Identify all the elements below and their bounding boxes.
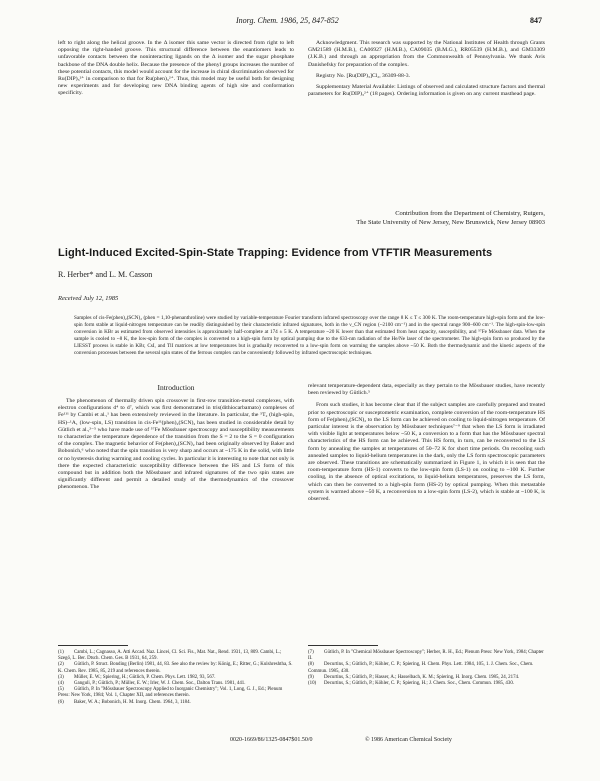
intro-left-column [58,383,294,492]
intro-paragraph-2: From such studies, it has become clear that if the subject samples are carefully prepared and treated prior to spectroscopic or susceptometric examination, complete conversion of the room-temperature HS form of Fe(phen)₂(SCN)₂ to the LS form can be achieved on cooling to liquid-nitrogen temperature. Of particular interest is the observation by Mössbauer techniques⁷⁻⁹ that when the LS form is irradiated with visible light at temperatures below ~50 K, a conversion to a form that has the Mössbauer spectral characteristics of the HS form can be achieved. This HS form, in turn, can be reconverted to the LS form by annealing the samples at temperatures of 50–72 K for short time periods. On recooling such annealed samples to liquid-helium temperatures in the dark, only the LS form spectroscopic parameters are observed. These transitions are schematically summarized in Figure 1, in which it is seen that the room-temperature form (HS-1) converts to the low-spin form (LS-1) on cooling to ~100 K. Further cooling, in the absence of optical excitations, to liquid-helium temperatures, preserves the LS form, which can then be converted to a high-spin form (HS-2) by optical pumping. When this metastable system is warmed above ~50 K, a reconversion to a low-spin form (LS-2), which is stable at ~100 K, is observed. [308,402,545,503]
intro-paragraph-continued: relevant temperature-dependent data, especially as they pertain to the Mössbauer studies, have recently been reviewed by Gütlich.⁵ [308,383,545,397]
article-authors: R. Herber* and L. M. Casson [58,270,153,279]
footnotes-right [308,650,545,687]
contribution-note [356,210,545,227]
footnote: (3) Müller, E. W.; Spiering, H.; Gütlich, P. Chem. Phys. Lett. 1982, 93, 567. [58,674,216,680]
footnote-rule-right [308,645,378,646]
footnote: (8) Decurtins, S.; Gütlich, P.; Köhler, C. P.; Spiering, H. Chem. Phys. Lett. 1984, 105, 1. J. Chem. Soc., Chem. Commun. 1985, 430. [308,662,534,674]
article-code: 0020-1669/86/1325-0847$01.50/0 [230,737,313,743]
intro-paragraph-1: The phenomenon of thermally driven spin crossover in first-row transition-metal complexes, with electron configurations d⁴ to d⁷, which was first demonstrated in tris(dithiocarbamato) complexes of Fe¹¹¹ by Cambi et al.,¹ has been extensively reviewed in the literature. In particular, the ⁵T₂ (high-spin, HS)–¹A₁ (low-spin, LS) transition in cis-Fe¹¹(phen)₂(SCN)₂ has been studied in considerable detail by Gütlich et al.,²⁻⁵ who have made use of ⁵⁷Fe Mössbauer spectroscopy and susceptibility measurements to characterize the temperature dependence of the transition from the S = 2 to the S = 0 configuration of the complex. The magnetic behavior of Fe(phen)₂(SCN)₂ had been originally observed by Baker and Bobonich,⁶ who noted that the spin transition is very sharp and occurs at ~175 K in the solid, with little or no hysteresis during warming and cooling cycles. In particular it is interesting to note that not only is there the expected characteristic susceptibility difference between the HS and LS form of this compound but in addition both the Mössbauer and infrared signatures of the two spin states are significantly different and permit a detailed study of the thermodynamics of the crossover phenomenon. The [58,398,294,491]
footnote: (5) Gütlich, P. In "Mössbauer Spectroscopy Applied to Inorganic Chemistry"; Vol. 1, Long, G. J., Ed.; Plenum Press: New York, 1984; Vol. 1, Chapter XII, and references therein. [58,687,283,699]
copyright: © 1986 American Chemical Society [365,737,452,743]
contribution-line-2: The State University of New Jersey, New Brunswick, New Jersey 08903 [356,218,545,226]
received-date: Received July 12, 1985 [58,295,119,302]
footnote: (1) Cambi, L.; Cagnasso, A. Atti Accad. Naz. Lincei, Cl. Sci. Fis., Mat. Nat., Rend. 1931, 13, 809. Cambi, L.; Szegö, L. Ber. Dtsch. Chem. Ges. B 1931, 64, 259. [58,650,282,662]
previous-article-text: left to right along the helical groove. In the Δ isomer this same vector is directed from right to left opposing the right-handed groove. This structural difference between the enantiomers leads to unfavorable contacts between the noninteracting ligands on the Δ isomer and the sugar phosphate backbone of the DNA double helix. Because the presence of the phenyl groups increases the number of these potential contacts, this model would account for the increase in chiral discrimination observed for Ru(DIP)₃²⁺ in comparison to that for Ru(phen)₃²⁺. Thus, this model may be useful both for designing new experiments and for developing new DNA binding agents of high site and conformation specificity. [58,40,294,97]
footnote: (4) Ganguli, P.; Gütlich, P.; Müller, E. W.; Irler, W. J. Chem. Soc., Dalton Trans. 1981, 441. [58,681,246,687]
footnote: (7) Gütlich, P. In "Chemical Mössbauer Spectroscopy"; Herber, R. H., Ed.; Plenum Press: New York, 1984; Chapter II. [308,650,544,662]
footnotes-left [58,650,294,706]
article-title: Light-Induced Excited-Spin-State Trapping: Evidence from VTFTIR Measurements [58,247,493,259]
section-heading-introduction: Introduction [157,383,195,392]
journal-header: Inorg. Chem. 1986, 25, 847-852 [236,16,339,25]
footnote: (2) Gütlich, P. Struct. Bonding (Berlin) 1981, 44, 83. See also the review by: König, E.; Ritter, G.; Kulshreshtha, S. K. Chem. Rev. 1985, 85, 219 and references therein. [58,662,293,674]
contribution-line-1: Contribution from the Department of Chemistry, Rutgers, [395,210,545,217]
footnote-rule-left [58,645,128,646]
acknowledgment: Acknowledgment. This research was supported by the National Institutes of Health through Grants GM21589 (H.M.B.), CA06927 (H.M.B.), CA09035 (B.M.G.), RR05539 (H.M.B.), and GM33309 (J.K.B.) and through an appropriation from the Commonwealth of Pennsylvania. We thank Avis Danishefsky for preparation of the complex. [308,40,545,68]
abstract: Samples of cis-Fe(phen)₂(SCN)₂ (phen = 1,10-phenanthroline) were studied by variable-temperature Fourier transform infrared spectroscopy over the range 8 K ≤ T ≤ 300 K. The room-temperature high-spin form and the low-spin form stable at liquid-nitrogen temperature can be readily distinguished by their characteristic infrared signatures, both in the ν_CN region (~2100 cm⁻¹) and in the spectral range 900–600 cm⁻¹. The high-spin-low-spin conversion in KBr as estimated from observed intensities is approximately half-complete at 174 ± 5 K. A temperature ~20 K lower than that estimated from heat capacity, susceptibility, and ⁵⁷Fe Mössbauer data. When the sample is cooled to ~8 K, the low-spin form of the complex is converted to a high-spin form by optical pumping due to the 633-nm radiation of the He/Ne laser of the spectrometer. The high-spin form so produced by the LIESST process is stable in KBr, CsI, and TlI matrices at low temperatures but is gradually reconverted to a low-spin form on warming the samples above ~50 K. Both the thermodynamic and the kinetic aspects of the conversion processes between the several spin states of the ferrous complex can be conveniently followed by infrared spectroscopic techniques. [74,315,545,356]
previous-article-endmatter [308,40,545,98]
footnote: (6) Baker, W. A.; Bobonich, H. M. Inorg. Chem. 1964, 3, 1184. [58,699,191,705]
supplementary-material: Supplementary Material Available: Listings of observed and calculated structure factors and thermal parameters for Ru(DIP)₃²⁺ (18 pages). Ordering information is given on any current masthead page. [308,84,545,98]
page-number: 847 [530,16,542,25]
footnote: (9) Decurtins, S.; Gütlich, P.; Hasser, A.; Hasselbach, K. M.; Spiering, H. Inorg. Chem. 1985, 24, 2174. [308,674,520,680]
footnote: (10) Decurtins, S.; Gütlich, P.; Köhler, C. P.; Spiering, H.; J. Chem. Soc., Chem. Commun. 1985, 430. [308,681,514,687]
registry-number: Registry No. [Ru(DIP)₃]Cl₂, 36309-88-3. [316,72,411,79]
intro-right-column [308,383,545,503]
